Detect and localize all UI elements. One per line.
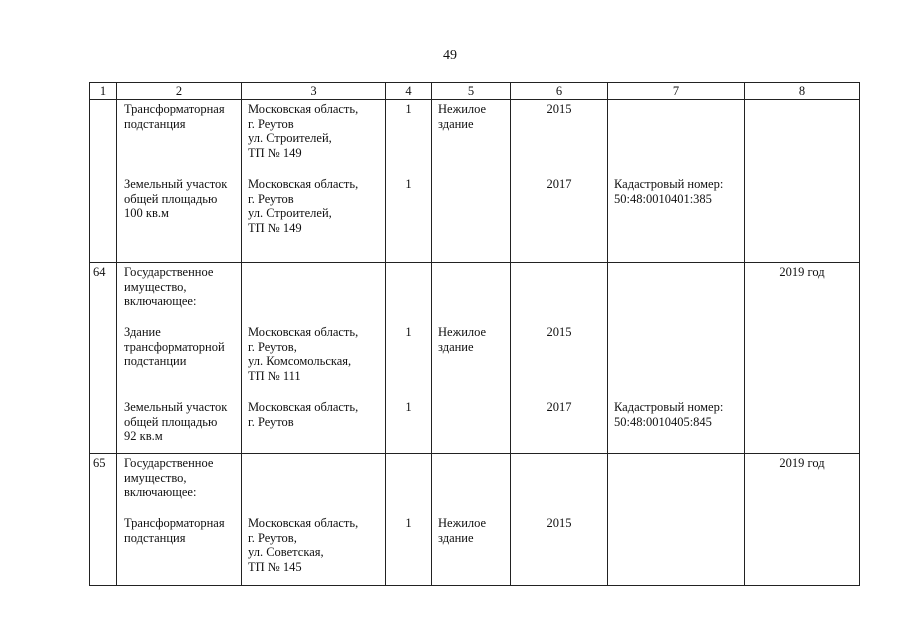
property-name: Земельный участок общей площадью 92 кв.м bbox=[124, 400, 228, 443]
property-type bbox=[432, 398, 510, 400]
item-number-cell bbox=[90, 263, 117, 454]
property-type bbox=[432, 263, 510, 323]
property-address: Московская область, г. Реутов ул. Строителей, ТП № 149 bbox=[248, 177, 359, 235]
property-year: 2017 bbox=[546, 400, 572, 414]
address-cell bbox=[242, 454, 386, 586]
item-number: 64 bbox=[93, 265, 106, 279]
item-number: 65 bbox=[93, 456, 106, 470]
property-name: Трансформаторная подстанция bbox=[124, 516, 225, 545]
name-cell bbox=[117, 263, 242, 454]
term-text: 2019 год bbox=[779, 265, 825, 279]
property-year: 2015 bbox=[546, 516, 572, 530]
year-cell bbox=[511, 454, 608, 586]
property-address bbox=[242, 263, 385, 323]
property-type bbox=[432, 175, 510, 177]
property-type bbox=[432, 454, 510, 514]
property-address: Московская область, г. Реутов ул. Строителей, ТП № 149 bbox=[248, 102, 359, 160]
note-cell bbox=[608, 263, 745, 454]
type-cell bbox=[432, 263, 511, 454]
property-year: 2015 bbox=[546, 102, 572, 116]
property-note bbox=[608, 263, 744, 323]
property-year bbox=[511, 454, 607, 514]
column-header: 1 bbox=[90, 83, 117, 100]
term-cell bbox=[745, 100, 860, 263]
property-quantity: 1 bbox=[405, 102, 412, 116]
property-note bbox=[608, 514, 744, 516]
address-cell bbox=[242, 263, 386, 454]
quantity-cell bbox=[386, 263, 432, 454]
column-header: 7 bbox=[608, 83, 745, 100]
property-quantity: 1 bbox=[405, 400, 412, 414]
table-row bbox=[90, 263, 860, 454]
table-row bbox=[90, 454, 860, 586]
column-header: 6 bbox=[511, 83, 608, 100]
page-number: 49 bbox=[443, 48, 457, 63]
property-year: 2017 bbox=[546, 177, 572, 191]
type-cell bbox=[432, 454, 511, 586]
property-address bbox=[242, 454, 385, 514]
property-address: Московская область, г. Реутов, ул. Советская, ТП № 145 bbox=[248, 516, 359, 574]
property-name: Здание трансформаторной подстанции bbox=[124, 325, 225, 368]
note-cell bbox=[608, 454, 745, 586]
quantity-cell bbox=[386, 100, 432, 263]
term-cell bbox=[745, 263, 860, 454]
item-number-cell bbox=[90, 100, 117, 263]
year-cell bbox=[511, 263, 608, 454]
term-cell bbox=[745, 454, 860, 586]
property-quantity bbox=[386, 263, 431, 323]
property-quantity: 1 bbox=[405, 177, 412, 191]
item-number bbox=[90, 100, 116, 102]
property-type: Нежилое здание bbox=[438, 325, 487, 354]
property-note bbox=[608, 323, 744, 398]
column-header: 4 bbox=[386, 83, 432, 100]
column-header: 5 bbox=[432, 83, 511, 100]
column-header: 2 bbox=[117, 83, 242, 100]
property-table bbox=[89, 82, 860, 586]
property-note bbox=[608, 100, 744, 175]
property-address: Московская область, г. Реутов bbox=[248, 400, 359, 429]
term-text bbox=[745, 100, 859, 102]
year-cell bbox=[511, 100, 608, 263]
property-name: Государственное имущество, включающее: bbox=[124, 265, 214, 308]
column-header: 3 bbox=[242, 83, 386, 100]
property-name: Земельный участок общей площадью 100 кв.м bbox=[124, 177, 228, 220]
property-note: Кадастровый номер: 50:48:0010401:385 bbox=[614, 177, 724, 206]
property-quantity bbox=[386, 454, 431, 514]
name-cell bbox=[117, 100, 242, 263]
property-note: Кадастровый номер: 50:48:0010405:845 bbox=[614, 400, 724, 429]
item-number-cell bbox=[90, 454, 117, 586]
name-cell bbox=[117, 454, 242, 586]
type-cell bbox=[432, 100, 511, 263]
property-name: Трансформаторная подстанция bbox=[124, 102, 225, 131]
quantity-cell bbox=[386, 454, 432, 586]
property-note bbox=[608, 454, 744, 514]
table-row bbox=[90, 100, 860, 263]
note-cell bbox=[608, 100, 745, 263]
property-name: Государственное имущество, включающее: bbox=[124, 456, 214, 499]
property-type: Нежилое здание bbox=[438, 516, 487, 545]
property-quantity: 1 bbox=[405, 516, 412, 530]
property-address: Московская область, г. Реутов, ул. Комсомольская, ТП № 111 bbox=[248, 325, 359, 383]
address-cell bbox=[242, 100, 386, 263]
header-row bbox=[90, 83, 860, 100]
property-quantity: 1 bbox=[405, 325, 412, 339]
term-text: 2019 год bbox=[779, 456, 825, 470]
column-header: 8 bbox=[745, 83, 860, 100]
property-year: 2015 bbox=[546, 325, 572, 339]
property-type: Нежилое здание bbox=[438, 102, 487, 131]
property-year bbox=[511, 263, 607, 323]
